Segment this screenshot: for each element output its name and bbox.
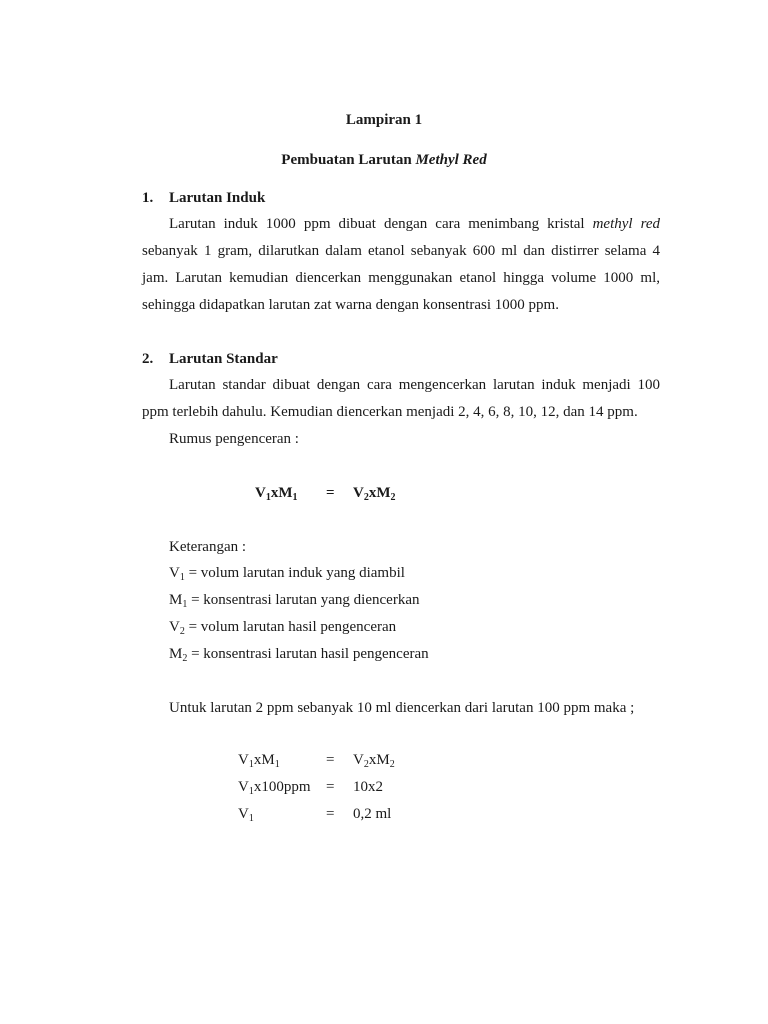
title-plain: Pembuatan Larutan	[281, 152, 416, 168]
section1-italic-term: methyl red	[592, 216, 661, 232]
example-intro: Untuk larutan 2 ppm sebanyak 10 ml diencerkan dari larutan 100 ppm maka ;	[169, 700, 635, 716]
example-row1-left: $V_1xM_1$	[238, 752, 280, 770]
example-row1-equals: =	[326, 752, 335, 768]
example-row1-right: $V_2xM_2$	[353, 752, 395, 770]
example-row2-left: $V_1x100ppm$	[238, 779, 311, 797]
keterangan-label: Keterangan :	[169, 539, 247, 555]
formula-right: $V_2xM_2$	[353, 485, 396, 503]
section2-paragraph-line1: Larutan standar dibuat dengan cara mengencerkan larutan induk menjadi 100	[169, 377, 660, 393]
section1-line1-text: Larutan induk 1000 ppm dibuat dengan cara menimbang kristal	[169, 216, 593, 232]
section1-paragraph-line4: sehingga didapatkan larutan zat warna dengan konsentrasi 1000 ppm.	[142, 297, 559, 313]
example-row3-left: $V_1$	[238, 806, 254, 824]
keterangan-item: $M_1$ = konsentrasi larutan yang diencerkan	[169, 592, 420, 610]
section1-paragraph-line2: sebanyak 1 gram, dilarutkan dalam etanol sebanyak 600 ml dan distirrer selama 4	[142, 243, 660, 259]
section2-title: Larutan Standar	[169, 351, 278, 367]
example-row3-equals: =	[326, 806, 335, 822]
title-italic: Methyl Red	[415, 152, 487, 168]
rumus-label: Rumus pengenceran :	[169, 431, 299, 447]
appendix-heading: Lampiran 1	[345, 112, 423, 128]
section1-number: 1.	[142, 190, 154, 206]
keterangan-item: $M_2$ = konsentrasi larutan hasil pengenceran	[169, 646, 429, 664]
example-row2-equals: =	[326, 779, 335, 795]
section1-paragraph-line3: jam. Larutan kemudian diencerkan menggunakan etanol hingga volume 1000 ml,	[142, 270, 660, 286]
section2-paragraph-line2: ppm terlebih dahulu. Kemudian diencerkan menjadi 2, 4, 6, 8, 10, 12, dan 14 ppm.	[142, 404, 638, 420]
example-row2-right: 10x2	[353, 779, 383, 795]
document-title	[0, 150, 768, 170]
keterangan-item: $V_1$ = volum larutan induk yang diambil	[169, 565, 405, 583]
section1-paragraph-line1	[169, 214, 660, 234]
formula-left: $V_1xM_1$	[255, 485, 298, 503]
section1-title: Larutan Induk	[169, 190, 266, 206]
example-row3-right: 0,2 ml	[353, 806, 392, 822]
section2-number: 2.	[142, 351, 154, 367]
formula-equals: =	[326, 485, 335, 501]
keterangan-item: $V_2$ = volum larutan hasil pengenceran	[169, 619, 397, 637]
